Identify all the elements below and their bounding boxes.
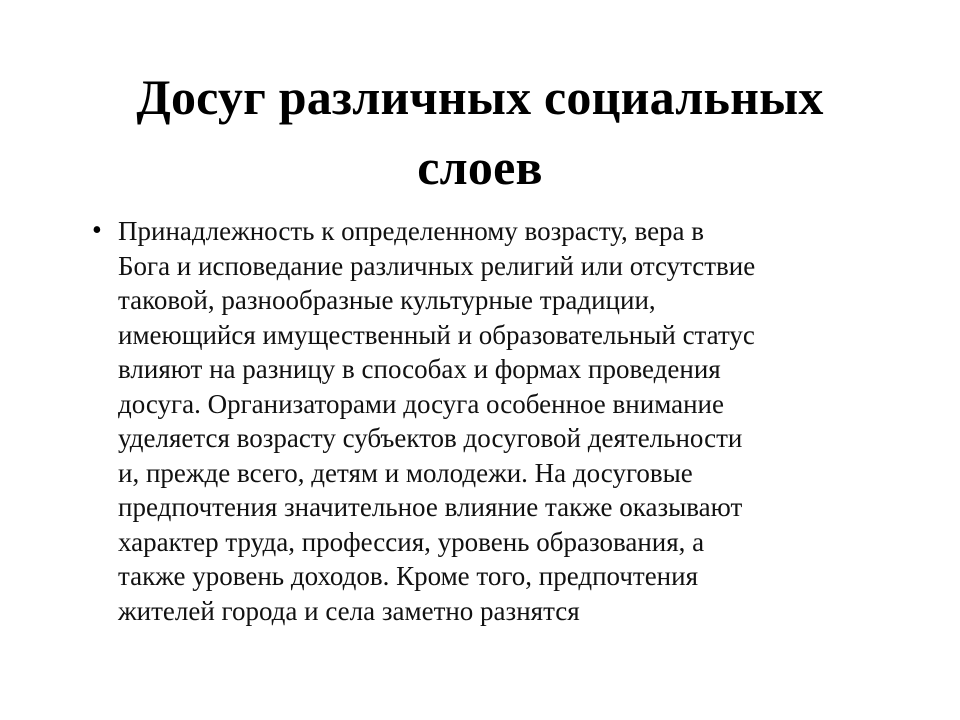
bullet-paragraph bbox=[118, 214, 898, 628]
slide-title bbox=[80, 62, 880, 202]
paragraph-line: предпочтения значительное влияние также оказывают bbox=[118, 492, 743, 522]
paragraph-line: влияют на разницу в способах и формах проведения bbox=[118, 354, 721, 384]
paragraph-line: уделяется возрасту субъектов досуговой деятельности bbox=[118, 423, 743, 453]
paragraph-line: и, прежде всего, детям и молодежи. На досуговые bbox=[118, 457, 693, 488]
paragraph-line: таковой, разнообразные культурные традиции, bbox=[118, 285, 656, 315]
paragraph-line: Бога и исповедание различных религий или отсутствие bbox=[118, 250, 756, 281]
paragraph-line: Принадлежность к определенному возрасту, вера в bbox=[118, 216, 705, 246]
paragraph-line: также уровень доходов. Кроме того, предпочтения bbox=[118, 561, 698, 591]
title-line: слоев bbox=[417, 139, 543, 195]
paragraph-line: жителей города и села заметно разнятся bbox=[118, 595, 580, 626]
paragraph-line: характер труда, профессия, уровень образования, а bbox=[118, 526, 705, 557]
paragraph-line: досуга. Организаторами досуга особенное внимание bbox=[118, 388, 724, 419]
paragraph-line: имеющийся имущественный и образовательный статус bbox=[118, 319, 755, 350]
title-line: Досуг различных социальных bbox=[136, 69, 824, 125]
bullet-icon: • bbox=[92, 215, 102, 246]
